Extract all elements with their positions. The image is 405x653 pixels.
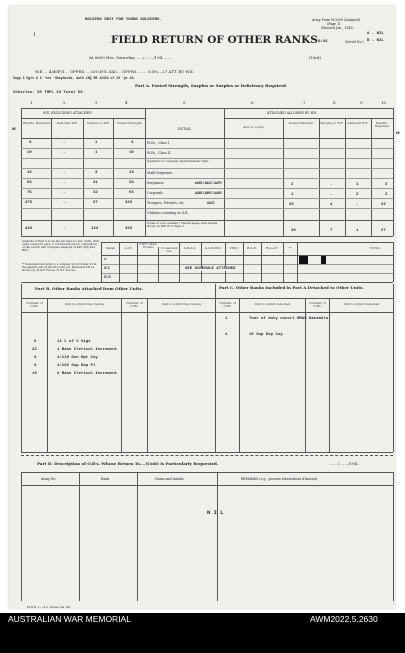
total-right-value: 27 [381,229,386,233]
vehicles-line: Vehicles: 39 THFL 19 Total 58. [13,91,86,95]
row-value: 16 [27,171,32,175]
row-arm: AAMC/AACC/AAPC [195,181,222,185]
we-tag: WE [12,127,16,131]
col-number: 6 [251,100,254,105]
col-header: Posted Strength [117,121,142,125]
part-c-unit: Tour of duty escort HMAS Kanimbla. [249,317,331,321]
col-number: 7 [303,100,306,105]
part-d-header: Name and Initials [155,477,184,481]
row-value: 1 [95,151,98,155]
total-value: - [63,227,66,231]
row-right-value: 1 [291,193,294,197]
total-value: 463 [125,227,133,231]
analysis-block [21,238,393,282]
form-reference: Army Form W.3009 (Adapted) [312,18,361,22]
col-header: Posted Strength [288,121,314,125]
row-value: 4 [131,141,134,145]
row-value: 13 [129,171,134,175]
row-detail: Staff Sergeants. [147,171,174,175]
serial-label: (Serial No.) [345,40,364,44]
part-a-table [12,100,400,254]
row-value: 34 [129,181,134,185]
col-header: Surplus to W.E. [320,121,344,125]
total-value: 443 [25,227,33,231]
row-value: 19 [129,151,134,155]
print-reference: M.S.N. L. of C. Press--2a. 60. [27,605,71,609]
redaction-mark [299,256,308,264]
row-right-value: 2 [291,183,294,187]
row-detail: Squadron or Company Quartermaster Sgts. [147,159,209,163]
analysis-note: Analysis of Part A to be shown here by ALL units. Only units posted in para. 5 of instructions for completion of the return will complete analysis of Part B(I) and B(II). [22,239,100,253]
analysis-header: Detail [105,246,116,250]
row-value: 1 [95,141,98,145]
row-value: - [63,181,66,185]
col-number: 5 [183,100,186,105]
row-value: 275 [25,201,33,205]
archive-reference: AWM2022.5.2630 [310,614,378,624]
part-d-header: Army No. [41,477,57,481]
form-revised: (Revised Jan., 1942) [321,26,354,30]
archive-name: AUSTRALIAN WAR MEMORIAL [8,614,131,624]
row-detail: Corporals. [147,191,164,195]
part-d-title: Part D. Description of O.R's. Whose Return To....(Unit) is Particularly Requested. [37,461,219,466]
col-header: Reinfts. Required [23,121,50,125]
right-group-header: ATTACHED ALLOWED BY W.E. [267,111,318,115]
part-b-header: Unit to which they belong [64,302,105,306]
nil-a: A - NIL [367,32,384,36]
col-number: 3 [95,100,98,105]
analysis-header: R.A.A.F. [265,246,279,250]
serial-fill: 8/46 [318,40,328,44]
part-d-date: ......./......./194.. [329,461,360,466]
analysis-header: A.A.M.W.S. [204,246,222,250]
row-right-value: 4 [330,203,333,207]
row-value: 19 [27,151,32,155]
form-title: FIELD RETURN OF OTHER RANKS [111,34,318,46]
row-right-value: - [356,203,359,207]
personnel-note: ** Personnel belonging to a company not provided for in the analysis will be shown in the Col. Personnel will be shown e.g. R.U.R. Forces, H N.Z. Forces. [22,263,97,272]
col-header: Arm or Corps [243,125,264,129]
row-value: 3 [95,171,98,175]
row-detail: Sergeants. [147,181,165,185]
part-b-header: Number of O.Rs. [26,301,43,309]
analysis-header: A.I.F. [124,246,133,250]
part-c-count: 1 [225,317,228,321]
part-b-unit: 2/110 Gen Hpt Coy [57,356,98,360]
row-detail: W.Os., Class II. [147,151,172,155]
part-b-header: Number of O.Rs. [126,301,143,309]
redaction-mark [321,256,326,264]
handwritten-title: HOLDING UNIT FOR YOUNG SOLDIERS. [85,18,162,22]
part-c-header: Unit to which detached [343,302,380,306]
row-right-value: 2 [385,193,388,197]
part-b-count: 4 [34,364,37,368]
part-c-unit: 15 Sup Dep Coy. [249,333,286,337]
analysis-row-label: A [104,257,107,261]
form-page-label: (Page 1) [327,22,341,26]
part-b-unit: 2/162 Sup Dep Pl [57,364,96,368]
analysis-header: C.M.F. Under 19 Years [139,243,157,249]
part-b-unit: 1 Base Clerical Increment [57,348,118,352]
part-c-count: 4 [225,333,228,337]
see-schedule-note: SEE SCHEDULE ATTACHED [185,267,236,271]
row-value: 67 [93,201,98,205]
col-number: 10 [381,100,387,105]
part-d-header: Rank [101,477,110,481]
analysis-row-label: B(II) [104,275,112,279]
col-header: Reinfts. Required [375,121,389,129]
left-group-header: W.E. EXCLUDING ATTACHED [43,111,92,115]
row-detail: Civilians counting as O.R. [147,211,189,215]
total-value: 124 [91,227,99,231]
row-right-value: 22 [381,203,386,207]
form-page [9,6,400,609]
row-value: 55 [27,181,32,185]
col-header: Deficient W.E. [347,121,369,125]
part-d-nil: N I L [207,509,224,516]
page-number: 1 [33,32,37,38]
row-value: 32 [93,191,98,195]
row-arm: AAMC/AAPC/AAMC [195,191,222,195]
row-right-value: 1 [356,183,359,187]
row-value: - [63,191,66,195]
row-right-value: 3 [385,183,388,187]
row-detail: W.Os., Class I. [147,141,170,145]
we-line: W.E. ...4/40F/1... OFFRS. ...33O.R'S..443... OFFRS. ...... O.R's...27 ATT. BY W.E. [35,69,195,74]
part-b-table [21,284,215,452]
row-value: - [63,151,66,155]
analysis-row-label: B(I) [104,266,111,270]
row-value: - [63,171,66,175]
analysis-header: 19 years and over [160,247,178,253]
row-value: 75 [27,191,32,195]
total-right-value: 1 [356,229,359,233]
part-b-unit: 6 Base Clerical Increment [57,372,118,376]
col-number: 9 [360,100,363,105]
col-header: Deficient W.E. [56,121,79,125]
analysis-header: R.A.N. [247,246,257,250]
col-number: 8 [333,100,336,105]
part-c-table [215,284,393,452]
row-value: - [63,141,66,145]
row-value: 56 [129,191,134,195]
row-detail: Troopers, Privates, etc. [147,201,185,205]
part-b-count: 4 [34,356,37,360]
unit-label: (Unit) [309,55,321,60]
analysis-header: A.W.A.S. [183,246,197,250]
part-c-header: Number of O.Rs. [309,301,326,309]
part-b-count: 5 [34,340,37,344]
analysis-header: TOTAL [369,246,381,250]
row-value: - [63,201,66,205]
at-line: At 0600 Hrs. Saturday......./......./194....... [89,55,172,60]
archive-footer [0,613,405,653]
col-number: 1 [30,100,33,105]
part-b-count: 19 [32,372,37,376]
part-d-table [21,455,393,601]
col-header: Surplus to W.E. [86,121,111,125]
row-value: 343 [125,201,133,205]
part-d-header: REMARKS (e.g., present whereabout if known). [241,477,319,481]
analysis-header: CIVIL [229,246,239,250]
part-c-header: Unit to which detached [254,302,291,306]
we-tag-right: WE [396,131,400,135]
col-number: 4 [125,100,128,105]
row-right-value: 26 [289,203,294,207]
part-a-title: Part A. Posted Strength, Surplus or Surplus or Deficiency Required. [135,83,288,88]
total-right-value: 30 [291,229,296,233]
row-right-value: - [330,183,333,187]
part-b-header: Unit to which they belong [161,302,202,306]
row-value: 21 [93,181,98,185]
part-b-unit: 12 L of C Sigs [57,340,91,344]
row-right-value: 2 [356,193,359,197]
nil-b: B - NIL [367,39,384,43]
part-c-header: Number of O.Rs. [219,301,236,309]
row-value: 3 [29,141,32,145]
part-b-title: Part B. Other Ranks Attached from Other Units. [35,286,143,291]
totals-detail: Totals of cols. marked * should agree with details shown in Part B or Page 2. [147,221,218,229]
part-b-count: 22 [32,348,37,352]
row-arm: AACC [207,201,215,205]
part-c-title: Part C. Other Ranks Included in Part A Detached to Other Units. [219,285,364,290]
row-right-value: - [330,193,333,197]
analysis-header: ** [288,246,292,250]
detail-header: DETAIL [177,127,192,131]
col-number: 2 [63,100,66,105]
total-right-value: 7 [330,229,333,233]
supplement-line: Supp 2 Sgts & 6 'tes 'Shepherds, Auth LHQ SM 12463 of 29 'pr 44. [13,76,136,80]
